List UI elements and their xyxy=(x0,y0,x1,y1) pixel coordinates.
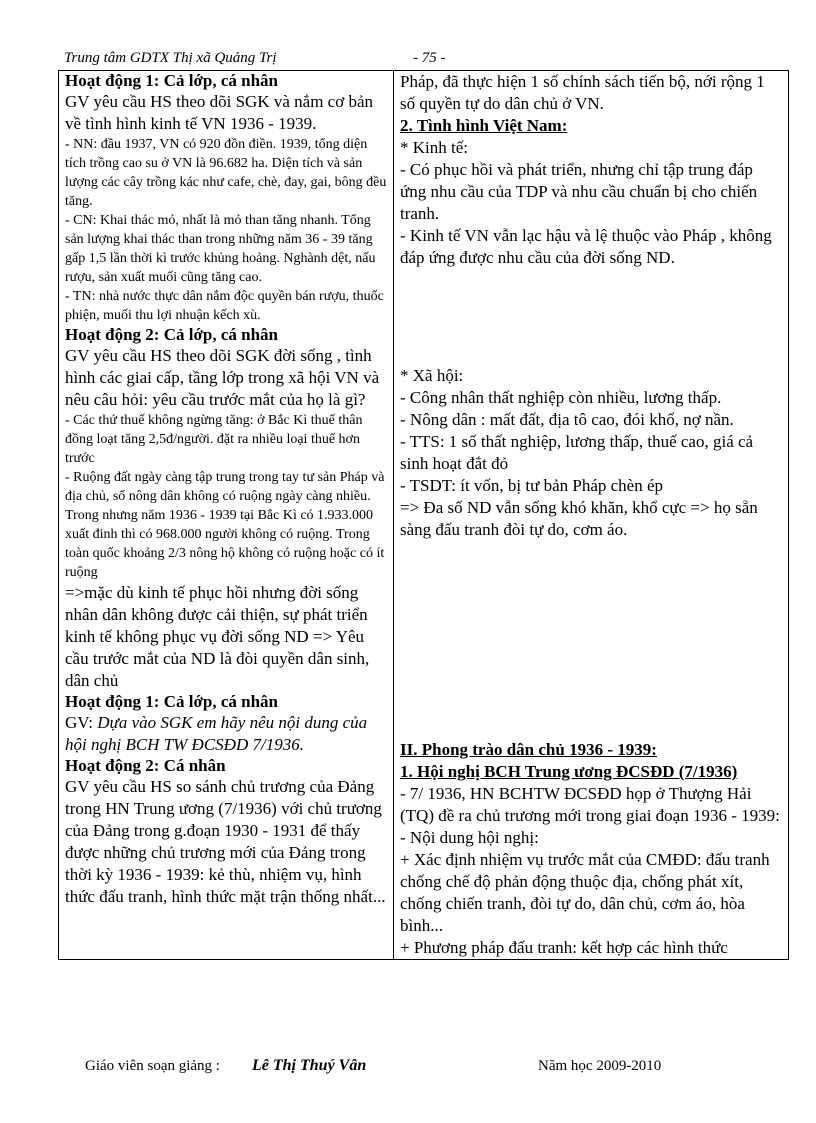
content-text: - 7/ 1936, HN BCHTW ĐCSĐD họp ở Thượng Hải (TQ) đề ra chủ trương mới trong giai đoạn 1936 - 1939: xyxy=(400,784,780,825)
content-text: + Xác định nhiệm vụ trước mắt của CMĐD: đấu tranh chống chế độ phản động thuộc địa, chống phát xít, chống chiến tranh, đòi tự do, dân chủ, cơm áo, hòa bình... xyxy=(400,850,770,935)
content-block xyxy=(400,739,782,959)
content-text: => Đa số ND vẫn sống khó khăn, khổ cực => họ sẵn sàng đấu tranh đòi tự do, cơm áo. xyxy=(400,498,758,539)
activity-heading: Hoạt động 2: Cá nhân xyxy=(65,756,226,775)
content-text: - Nội dung hội nghị: xyxy=(400,828,539,847)
teacher-label: Giáo viên soạn giảng : xyxy=(85,1058,220,1074)
lesson-table xyxy=(58,70,789,960)
section-heading: 1. Hội nghị BCH Trung ương ĐCSĐD (7/1936) xyxy=(400,762,738,781)
detail-note: - NN: đầu 1937, VN có 920 đồn điền. 1939, tổng diện tích trồng cao su ở VN là 96.682 ha. Diện tích và sản lượng các cây trồng kác như cafe, chè, đay, gai, bông đều tăng. xyxy=(65,137,387,209)
detail-note: - TN: nhà nước thực dân nắm độc quyền bán rượu, thuốc phiện, muối thu lợi nhuận kếch xù. xyxy=(65,289,384,323)
activity-text: GV yêu cầu HS theo dõi SGK đời sống , tình hình các giai cấp, tầng lớp trong xã hội VN và nêu câu hỏi: yêu cầu trước mắt của họ là gì? xyxy=(65,346,380,409)
activity-heading: Hoạt động 2: Cả lớp, cá nhân xyxy=(65,325,278,344)
school-year: Năm học 2009-2010 xyxy=(538,1058,662,1074)
table-row xyxy=(59,71,789,960)
content-text: + Phương pháp đấu tranh: kết hợp các hình thức xyxy=(400,938,728,957)
content-text: - Kinh tế VN vẫn lạc hậu và lệ thuộc vào Pháp , không đáp ứng được nhu cầu của đời sống ND. xyxy=(400,226,772,267)
content-column xyxy=(394,71,789,960)
section-heading: 2. Tình hình Việt Nam: xyxy=(400,116,568,135)
gv-question-text: Dựa vào SGK em hãy nêu nội dung của hội nghị BCH TW ĐCSĐD 7/1936. xyxy=(65,713,368,754)
page-number: - 75 - xyxy=(413,50,446,66)
activity-text: =>mặc dù kinh tế phục hồi nhưng đời sống nhân dân không được cải thiện, sự phát triển kinh tế không phục vụ đời sống ND => Yêu cầu trước mắt của ND là đòi quyền dân sinh, dân chủ xyxy=(65,583,370,690)
detail-note: - Các thứ thuế không ngừng tăng: ở Bắc Kì thuế thân đồng loạt tăng 2,5đ/người. đặt ra nhiều loại thuế hơn trước xyxy=(65,413,363,466)
activity-text: GV yêu cầu HS so sánh chủ trương của Đảng trong HN Trung ương (7/1936) với chủ trương của Đảng trong g.đoạn 1930 - 1931 để thấy được những chủ trương mới của Đảng trong thời kỳ 1936 - 1939: kẻ thù, nhiệm vụ, hình thức đấu tranh, hình thức mặt trận thống nhất... xyxy=(65,777,386,906)
teacher-activity-column xyxy=(59,71,394,960)
content-block xyxy=(400,71,782,269)
content-text: - Nông dân : mất đất, địa tô cao, đói khổ, nợ nần. xyxy=(400,410,734,429)
section-heading: II. Phong trào dân chủ 1936 - 1939: xyxy=(400,740,657,759)
teacher-signature: Lê Thị Thuý Vân xyxy=(252,1057,367,1074)
activity-text: GV yêu cầu HS theo dõi SGK và nắm cơ bản về tình hình kinh tế VN 1936 - 1939. xyxy=(65,92,374,133)
content-text: - Công nhân thất nghiệp còn nhiều, lương thấp. xyxy=(400,388,722,407)
content-block xyxy=(400,365,782,541)
activity-heading: Hoạt động 1: Cả lớp, cá nhân xyxy=(65,692,278,711)
content-text: - Có phục hồi và phát triển, nhưng chỉ tập trung đáp ứng nhu cầu của TDP và nhu cầu chuẩn bị cho chiến tranh. xyxy=(400,160,758,223)
content-text: * Kinh tế: xyxy=(400,138,468,157)
gv-label: GV: xyxy=(65,713,98,732)
content-text: - TTS: 1 số thất nghiệp, lương thấp, thuế cao, giá cả sinh hoạt đắt đỏ xyxy=(400,432,754,473)
content-text: Pháp, đã thực hiện 1 số chính sách tiến bộ, nới rộng 1 số quyền tự do dân chủ ở VN. xyxy=(400,72,765,113)
header-center-name: Trung tâm GDTX Thị xã Quảng Trị xyxy=(64,50,277,66)
detail-note: - CN: Khai thác mỏ, nhất là mỏ than tăng nhanh. Tổng sản lượng khai thác than trong những năm 36 - 39 tăng gấp 1,5 lần thời kì trước khủng hoảng. Nghành dệt, nấu rượu, sản xuất muối cũng tăng cao. xyxy=(65,213,376,285)
activity-heading: Hoạt động 1: Cả lớp, cá nhân xyxy=(65,71,278,90)
content-text: - TSDT: ít vốn, bị tư bản Pháp chèn ép xyxy=(400,476,664,495)
detail-note: - Ruộng đất ngày càng tập trung trong tay tư sản Pháp và địa chủ, số nông dân không có ruộng ngày càng nhiều. Trong nhưng năm 1936 - 1939 tại Bắc Kì có 1.933.000 xuất đinh thì có 968.000 người không có ruộng. Trong toàn quốc khoảng 2/3 nông hộ không có ruộng hoặc có ít ruộng xyxy=(65,470,385,580)
content-text: * Xã hội: xyxy=(400,366,464,385)
gv-question xyxy=(65,712,387,756)
